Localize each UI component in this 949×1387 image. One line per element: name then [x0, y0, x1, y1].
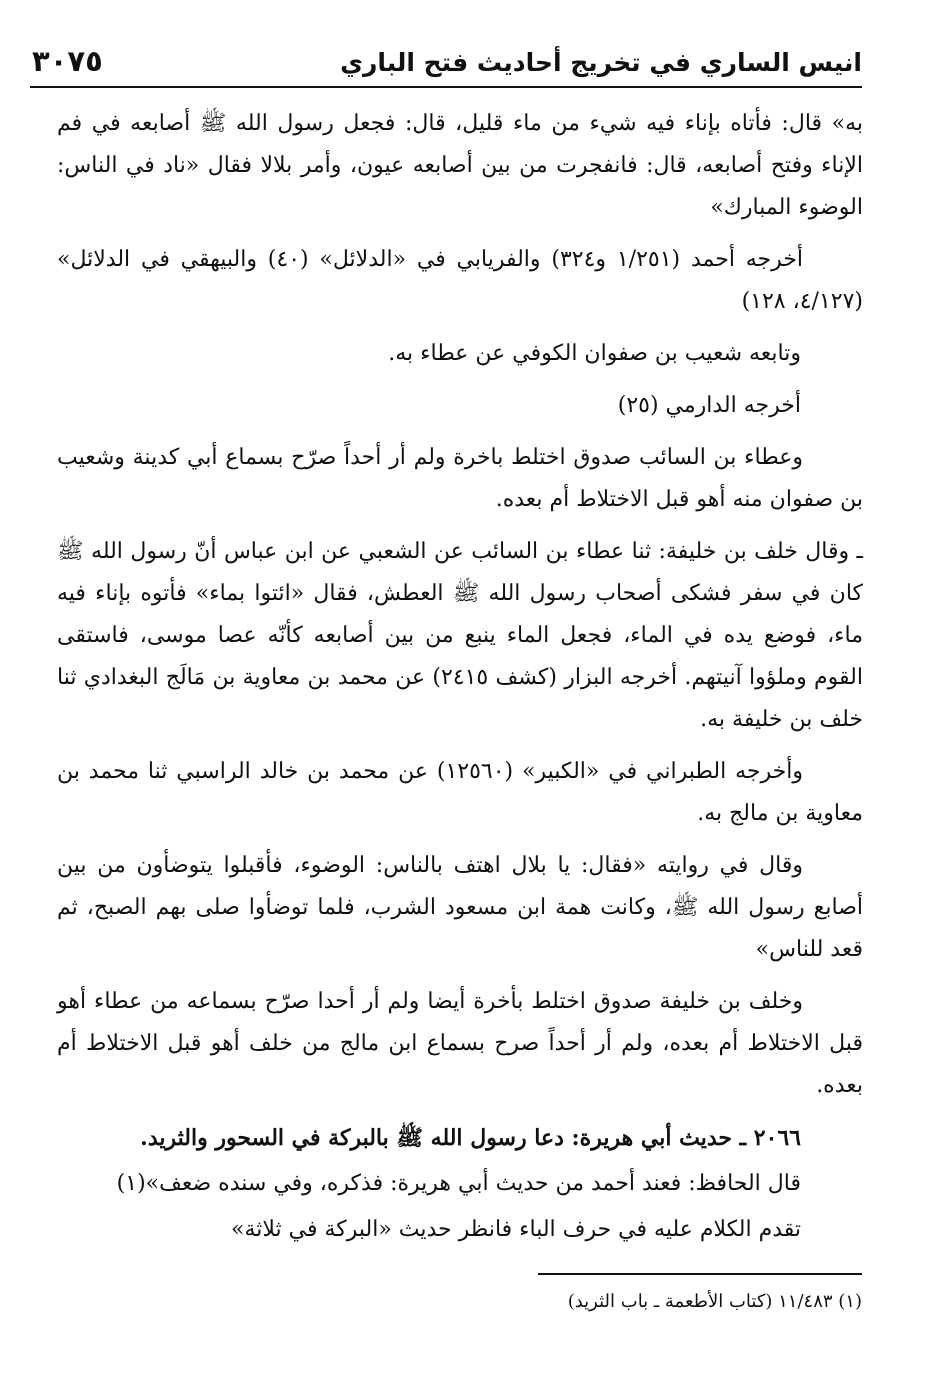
paragraph-4: أخرجه الدارمي (٢٥) — [617, 393, 801, 418]
page-header — [30, 40, 862, 88]
paragraph-1: به» قال: فأتاه بإناء فيه شيء من ماء قليل، قال: فجعل رسول الله ﷺ أصابعه في فم الإناء وفتح أصابعه، قال: فانفجرت من بين أصابعه عيون، وأمر بلالا فقال «ناد في الناس: الوضوء المبارك» — [57, 111, 863, 220]
footnote: (١) ١١/٤٨٣ (كتاب الأطعمة ـ باب الثريد) — [567, 1291, 862, 1312]
footnote-divider — [538, 1273, 862, 1275]
main-text — [57, 103, 863, 1261]
page-number: ٣٠٧٥ — [32, 44, 103, 78]
hadith-heading: ٢٠٦٦ ـ حديث أبي هريرة: دعا رسول الله ﷺ بالبركة في السحور والثريد. — [140, 1125, 801, 1151]
paragraph-5: وعطاء بن السائب صدوق اختلط باخرة ولم أر أحداً صرّح بسماع أبي كدينة وشعيب بن صفوان منه أهو قبل الاختلاط أم بعده. — [57, 445, 863, 512]
paragraph-6: ـ وقال خلف بن خليفة: ثنا عطاء بن السائب عن الشعبي عن ابن عباس أنّ رسول الله ﷺ كان في سفر فشكى أصحاب رسول الله ﷺ العطش، فقال «ائتوا بماء» فأتوه بإناء فيه ماء، فوضع يده في الماء، فجعل الماء ينبع من بين أصابعه كأنّه عصا موسى، فاستقى القوم وملؤوا آنيتهم. أخرجه البزار (كشف ٢٤١٥) عن محمد بن معاوية بن مَالَج البغدادي ثنا خلف بن خليفة به. — [57, 539, 863, 732]
book-title: انيس الساري في تخريج أحاديث فتح الباري — [340, 48, 862, 77]
paragraph-2: أخرجه أحمد (١/٢٥١ و٣٢٤) والفريابي في «الدلائل» (٤٠) والبيهقي في الدلائل» (٤/١٢٧، ١٢٨) — [57, 247, 863, 314]
hafiz-statement: قال الحافظ: فعند أحمد من حديث أبي هريرة: فذكره، وفي سنده ضعف»(١) — [116, 1171, 801, 1196]
paragraph-9: وخلف بن خليفة صدوق اختلط بأخرة أيضا ولم أر أحدا صرّح بسماعه من عطاء أهو قبل الاختلاط أم بعده، ولم أر أحداً صرح بسماع ابن مالج من خلف أهو قبل الاختلاط أم بعده. — [57, 989, 863, 1098]
paragraph-8: وقال في روايته «فقال: يا بلال اهتف بالناس: الوضوء، فأقبلوا يتوضأون من بين أصابع رسول الله ﷺ، وكانت همة ابن مسعود الشرب، فلما توضأوا صلى بهم الصبح، ثم قعد للناس» — [57, 853, 863, 962]
paragraph-7: وأخرجه الطبراني في «الكبير» (١٢٥٦٠) عن محمد بن خالد الراسبي ثنا محمد بن معاوية بن مالج به. — [57, 759, 863, 826]
paragraph-3: وتابعه شعيب بن صفوان الكوفي عن عطاء به. — [388, 341, 801, 366]
cross-reference: تقدم الكلام عليه في حرف الباء فانظر حديث «البركة في ثلاثة» — [230, 1217, 801, 1242]
